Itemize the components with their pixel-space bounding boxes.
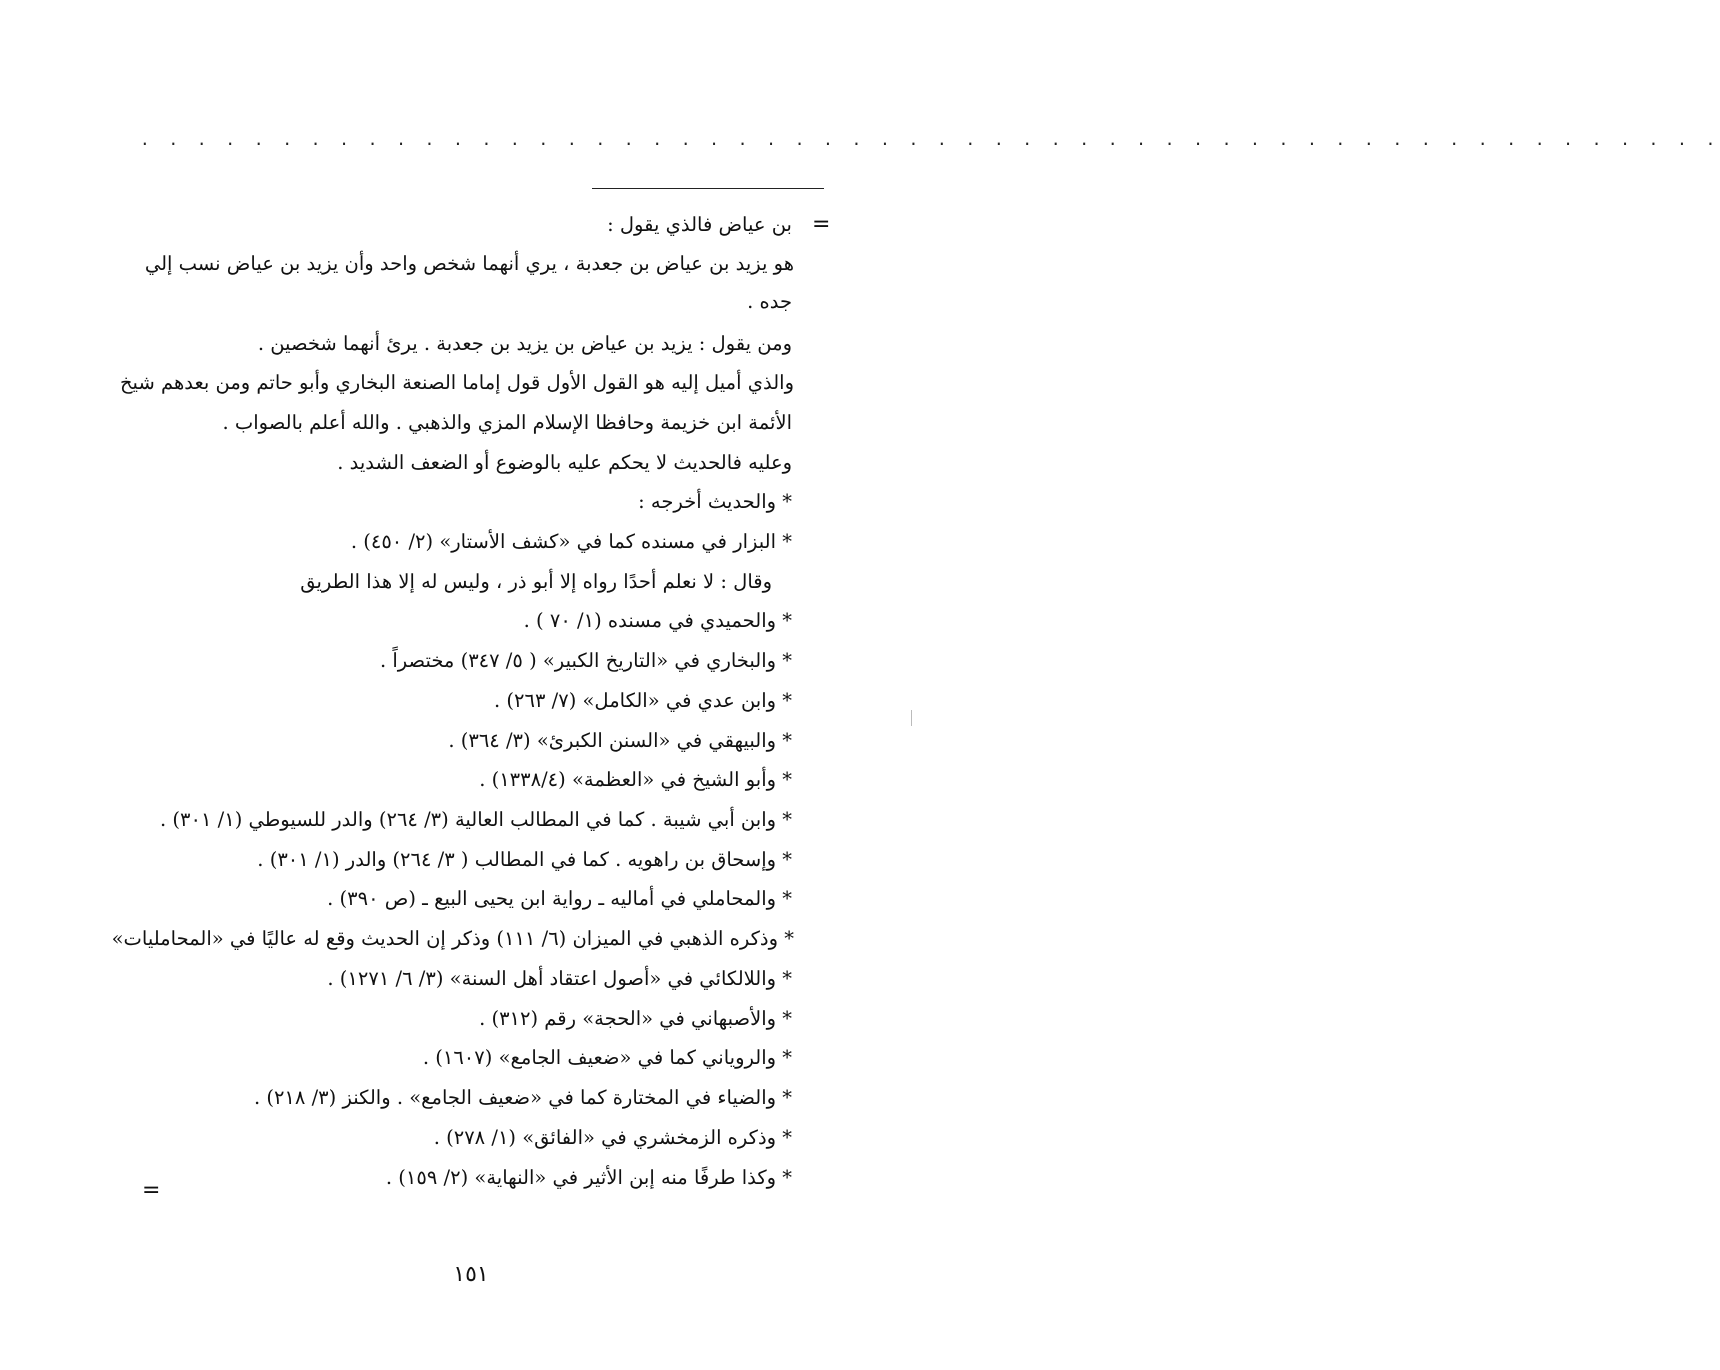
dotted-separator: . . . . . . . . . . . . . . . . . . . . . . . . . . . . . . . . . . . . . . . . . . . . . . . . . . . . . . . .: [140, 130, 1720, 149]
text-line: * والأصبهاني في «الحجة» رقم (٣١٢) .: [479, 1007, 792, 1030]
text-line: جده .: [747, 290, 792, 313]
footnote-rule: [592, 188, 824, 189]
text-line: * وابن أبي شيبة . كما في المطالب العالية (٣/ ٢٦٤) والدر للسيوطي (١/ ٣٠١) .: [160, 808, 792, 831]
text-line: والذي أميل إليه هو القول الأول قول إماما الصنعة البخاري وأبو حاتم ومن بعدهم شيخ: [119, 371, 794, 394]
text-line: * واللالكائي في «أصول اعتقاد أهل السنة» (٣/ ٦/ ١٢٧١) .: [327, 967, 792, 990]
text-line: * والحديث أخرجه :: [638, 490, 792, 513]
text-line: هو يزيد بن عياض بن جعدبة ، يري أنهما شخص واحد وأن يزيد بن عياض نسب إلي: [144, 252, 794, 275]
text-line: * والضياء في المختارة كما في «ضعيف الجامع» . والكنز (٣/ ٢١٨) .: [253, 1086, 792, 1109]
text-line: * وأبو الشيخ في «العظمة» (١٣٣٨/٤) .: [479, 768, 792, 791]
text-line: * وكذا طرفًا منه إبن الأثير في «النهاية» (٢/ ١٥٩) .: [385, 1166, 792, 1189]
text-line: * والروياني كما في «ضعيف الجامع» (١٦٠٧) .: [422, 1046, 792, 1069]
text-line: * والبيهقي في «السنن الكبرئ» (٣/ ٣٦٤) .: [448, 729, 792, 752]
text-line: وقال : لا نعلم أحدًا رواه إلا أبو ذر ، وليس له إلا هذا الطريق: [300, 570, 772, 593]
continuation-mark-end: =: [142, 1178, 161, 1203]
text-line: ومن يقول : يزيد بن عياض بن يزيد بن جعدبة . يرئ أنهما شخصين .: [257, 332, 792, 355]
text-line: * وذكره الذهبي في الميزان (٦/ ١١١) وذكر إن الحديث وقع له عاليًا في «المحامليات»: [111, 927, 794, 950]
text-line: * وابن عدي في «الكامل» (٧/ ٢٦٣) .: [493, 689, 792, 712]
text-line: * والمحاملي في أماليه ـ رواية ابن يحيى البيع ـ (ص ٣٩٠) .: [327, 887, 792, 910]
text-line: بن عياض فالذي يقول :: [607, 213, 792, 236]
text-line: * وذكره الزمخشري في «الفائق» (١/ ٢٧٨) .: [433, 1126, 792, 1149]
margin-mark: [911, 710, 912, 726]
text-line: * والبخاري في «التاريخ الكبير» ( ٥/ ٣٤٧) مختصراً .: [379, 649, 792, 672]
page-number: ١٥١: [453, 1262, 489, 1287]
text-line: * والحميدي في مسنده (١/ ٧٠ ) .: [523, 609, 792, 632]
text-line: * البزار في مسنده كما في «كشف الأستار» (٢/ ٤٥٠) .: [350, 530, 792, 553]
text-line: * وإسحاق بن راهويه . كما في المطالب ( ٣/ ٢٦٤) والدر (١/ ٣٠١) .: [257, 848, 792, 871]
continuation-mark-start: =: [812, 212, 831, 237]
text-line: الأئمة ابن خزيمة وحافظا الإسلام المزي والذهبي . والله أعلم بالصواب .: [222, 411, 792, 434]
text-line: وعليه فالحديث لا يحكم عليه بالوضوع أو الضعف الشديد .: [337, 451, 792, 474]
